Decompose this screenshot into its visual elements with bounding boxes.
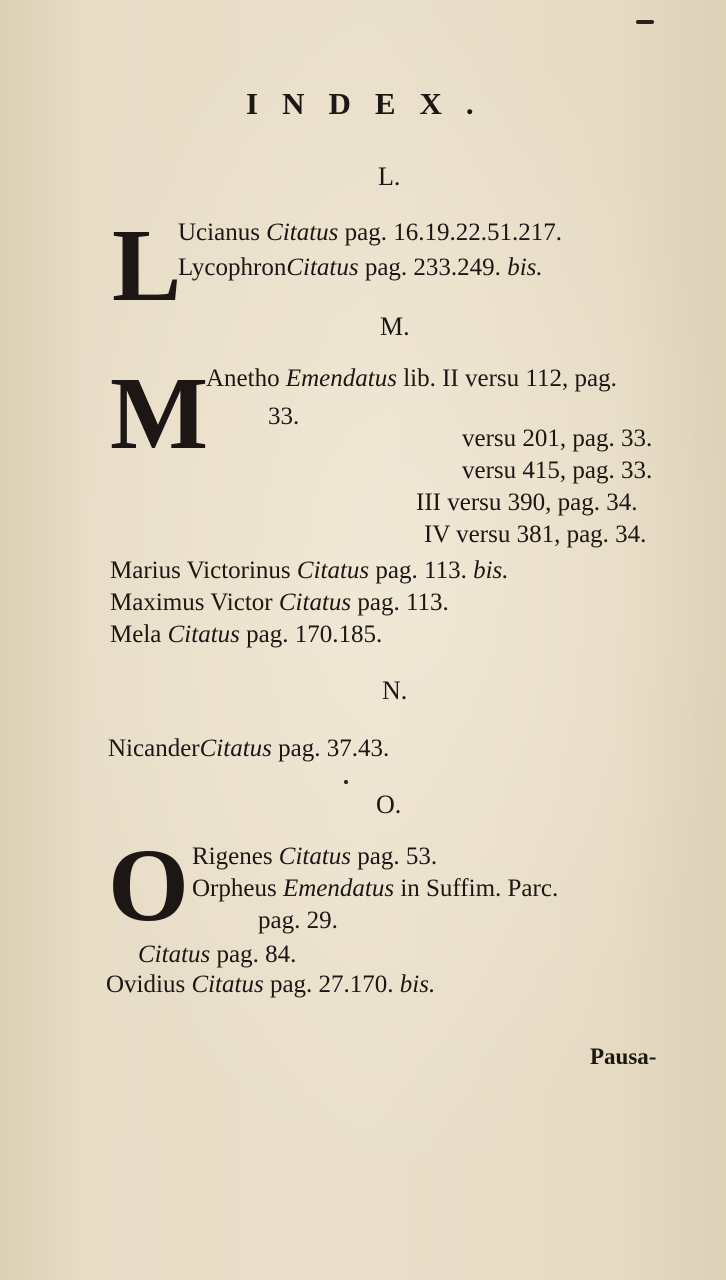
entry-note: bis. — [473, 557, 509, 584]
entry-tag: Emendatus — [282, 875, 395, 902]
entry-tag: Citatus — [286, 254, 359, 281]
index-entry — [108, 734, 389, 764]
section-letter-m: M. — [380, 312, 410, 341]
index-entry — [110, 620, 382, 650]
entry-note: bis. — [507, 254, 543, 281]
sub-entry: versu 201, pag. 33. — [462, 425, 653, 452]
entry-ref: pag. 37.43. — [278, 735, 390, 762]
entry-ref: lib. II versu 112, pag. — [403, 365, 617, 392]
entry-ref: pag. 16.19.22.51.217. — [344, 219, 563, 246]
section-letter-o: O. — [376, 790, 402, 819]
catchword: Pausa- — [590, 1044, 657, 1069]
entry-tag: Citatus — [138, 941, 211, 968]
entry-name: Mela — [110, 621, 162, 648]
entry-tag: Citatus — [167, 621, 240, 648]
entry-name: Nicander — [108, 735, 200, 762]
drop-cap-l: L — [112, 208, 182, 323]
sub-entry: III versu 390, pag. 34. — [416, 489, 638, 516]
entry-continuation: pag. 29. — [258, 907, 338, 934]
entry-tag: Citatus — [191, 971, 264, 998]
entry-ref: pag. 84. — [216, 941, 297, 968]
entry-tag: Citatus — [278, 843, 352, 870]
ink-speck — [636, 20, 654, 24]
sub-entry: versu 415, pag. 33. — [462, 457, 653, 484]
index-entry — [192, 874, 558, 904]
entry-ref: pag. 113. — [375, 557, 467, 584]
entry-note: bis. — [399, 971, 436, 998]
index-entry — [178, 253, 543, 283]
entry-ref: in Suffim. Parc. — [400, 875, 559, 902]
entry-ref: pag. 170.185. — [246, 621, 383, 648]
entry-tag: Citatus — [266, 219, 339, 246]
ink-speck — [344, 780, 348, 784]
entry-continuation: 33. — [268, 403, 300, 430]
index-entry — [206, 364, 617, 394]
section-letter-n: N. — [382, 676, 408, 705]
section-letter-l: L. — [378, 162, 401, 191]
entry-tag: Emendatus — [285, 365, 397, 392]
entry-name: Rigenes — [192, 843, 273, 870]
entry-tag: Citatus — [278, 589, 352, 616]
entry-ref: pag. 53. — [357, 843, 438, 870]
entry-name: Ucianus — [178, 219, 260, 246]
index-entry — [110, 556, 509, 586]
index-entry — [138, 940, 296, 970]
index-entry — [106, 970, 435, 1000]
entry-name: Maximus Victor — [110, 589, 273, 616]
entry-name: Lycophron — [178, 254, 287, 281]
entry-name: Anetho — [206, 365, 280, 392]
entry-tag: Citatus — [199, 735, 272, 762]
drop-cap-o: O — [108, 828, 189, 943]
entry-tag: Citatus — [296, 557, 370, 584]
entry-ref: pag. 233.249. — [364, 254, 501, 281]
index-entry — [110, 588, 449, 618]
entry-name: Orpheus — [192, 875, 277, 902]
entry-ref: pag. 27.170. — [269, 971, 394, 998]
sub-entry: IV versu 381, pag. 34. — [424, 521, 647, 548]
drop-cap-m: M — [110, 356, 209, 471]
page-heading: INDEX. — [246, 86, 498, 121]
entry-name: Marius Victorinus — [110, 557, 291, 584]
entry-ref: pag. 113. — [357, 589, 449, 616]
index-entry — [178, 218, 562, 248]
entry-name: Ovidius — [106, 971, 186, 998]
index-entry — [192, 842, 437, 872]
